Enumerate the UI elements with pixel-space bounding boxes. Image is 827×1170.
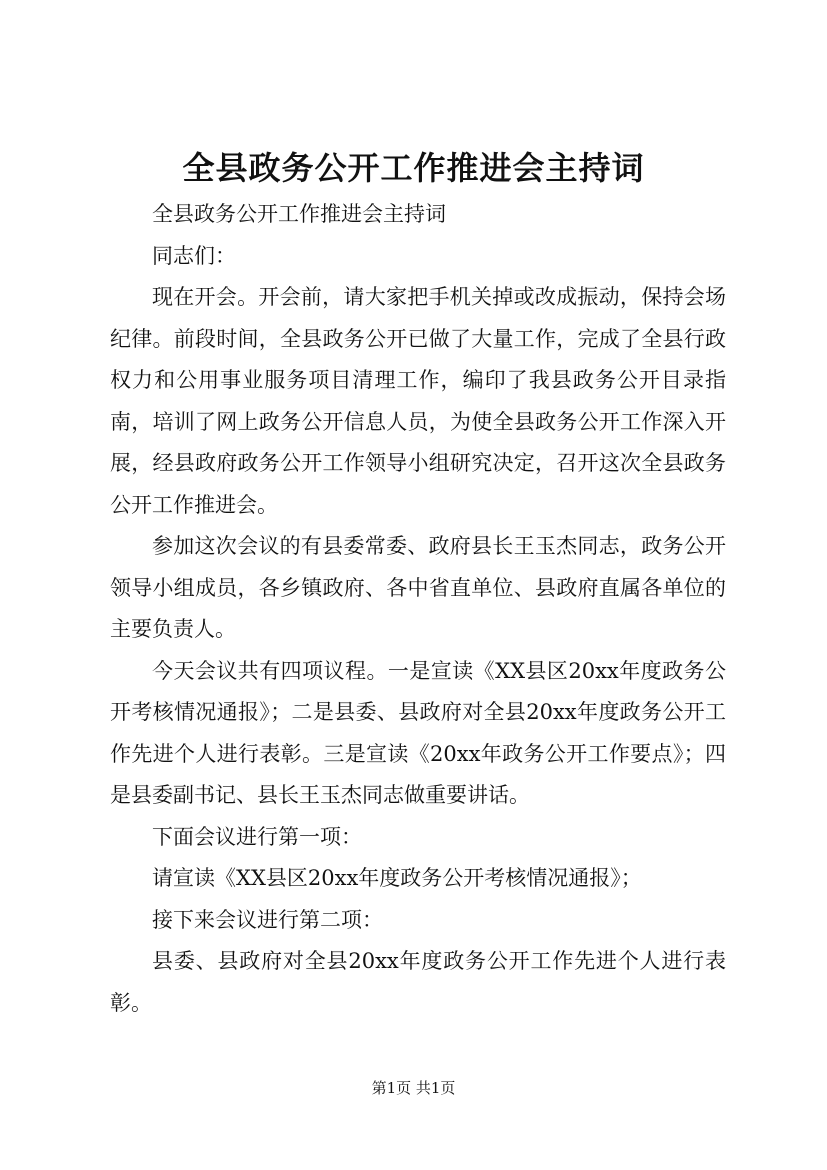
paragraph-item-one: 下面会议进行第一项： xyxy=(152,824,362,849)
paragraph-item-one-detail: 请宣读《XX县区20xx年度政务公开考核情况通报》； xyxy=(152,866,642,890)
paragraph-salutation: 同志们： xyxy=(152,243,236,268)
paragraph-subtitle: 全县政务公开工作推进会主持词 xyxy=(152,202,446,226)
paragraph-item-two: 接下来会议进行第二项： xyxy=(152,907,383,932)
paragraph-attendees: 参加这次会议的有县委常委、政府县长王玉杰同志，政务公开领导小组成员，各乡镇政府、各中省直单位、县政府直属各单位的主要负责人。 xyxy=(110,534,726,641)
paragraph-agenda: 今天会议共有四项议程。一是宣读《XX县区20xx年度政务公开考核情况通报》；二是县委、县政府对全县20xx年度政务公开工作先进个人进行表彰。三是宣读《20xx年政务公开工作要点》；四是县委副书记、县长王玉杰同志做重要讲话。 xyxy=(110,658,726,807)
page-number: 第1页 共1页 xyxy=(371,1079,456,1097)
paragraph-opening: 现在开会。开会前，请大家把手机关掉或改成振动，保持会场纪律。前段时间，全县政务公开已做了大量工作，完成了全县行政权力和公用事业服务项目清理工作，编印了我县政务公开目录指南，培训了网上政务公开信息人员，为使全县政务公开工作深入开展，经县政府政务公开工作领导小组研究决定，召开这次全县政务公开工作推进会。 xyxy=(110,285,726,517)
document-title: 全县政务公开工作推进会主持词 xyxy=(182,149,645,187)
paragraph-item-two-detail: 县委、县政府对全县20xx年度政务公开工作先进个人进行表彰。 xyxy=(110,949,726,1015)
document-body xyxy=(110,194,726,1024)
